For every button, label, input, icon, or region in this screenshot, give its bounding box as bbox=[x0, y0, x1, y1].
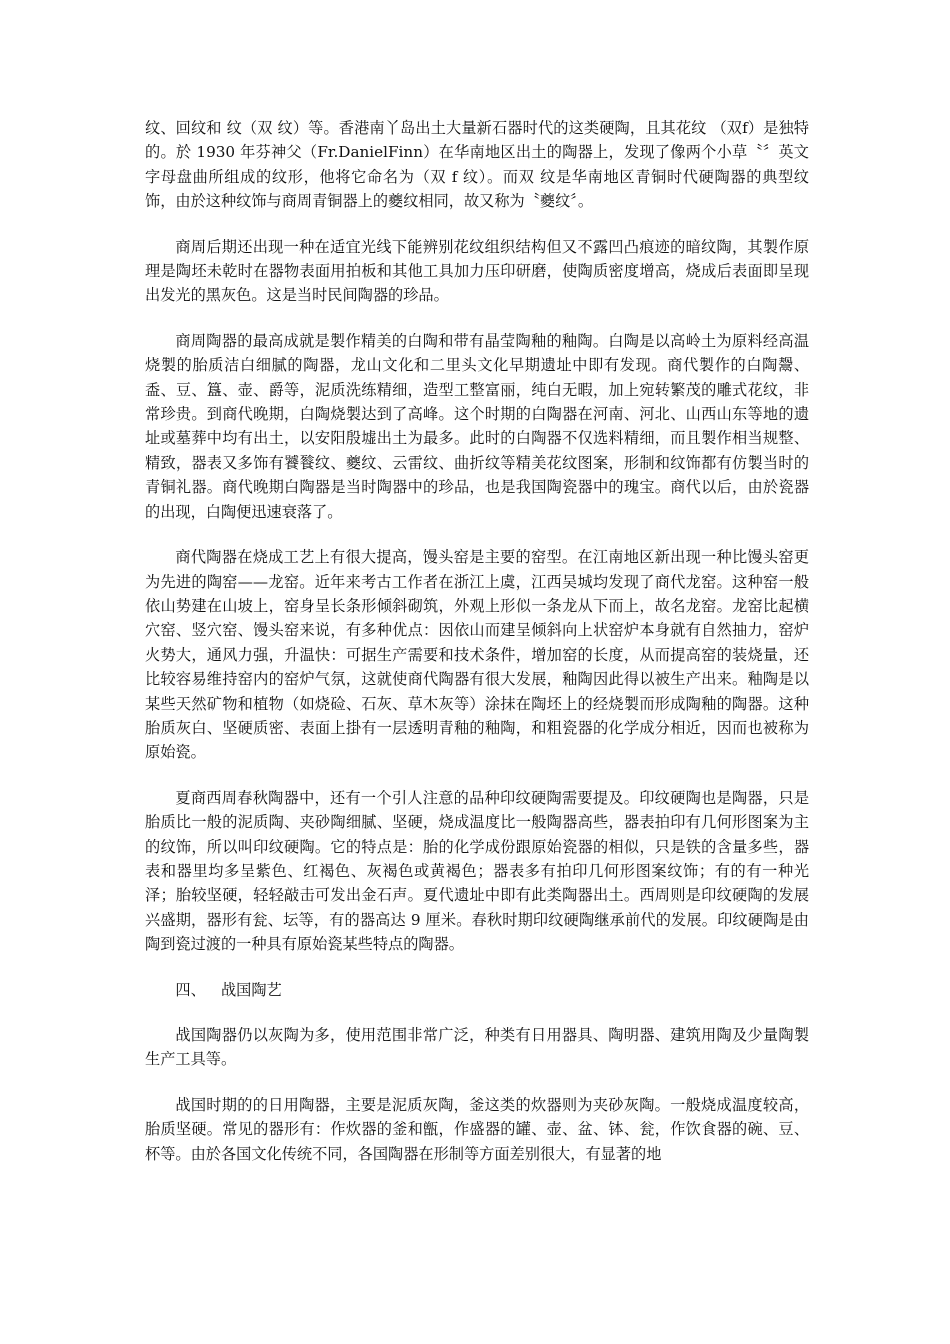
paragraph-warring-states-overview: 战国陶器仍以灰陶为多，使用范围非常广泛，种类有日用器具、陶明器、建筑用陶及少量陶製生产工具等。 bbox=[145, 1026, 809, 1069]
paragraph-kui-pattern: 纹、回纹和 纹（双 纹）等。香港南丫岛出土大量新石器时代的这类硬陶，且其花纹 （双f）是独特的。於 1930 年芬神父（Fr.DanielFinn）在华南地区出土的陶器上，发现了像两个小草〝〞英文字母盘曲所组成的纹形，他将它命名为（双 f 纹）。而双 纹是华南地区青铜时代硬陶器的典型纹饰，由於这种纹饰与商周青铜器上的夔纹相同，故又称为〝夔纹〞。 bbox=[145, 119, 809, 211]
paragraph-white-pottery: 商周陶器的最高成就是製作精美的白陶和带有晶莹陶釉的釉陶。白陶是以高岭土为原料经高温烧製的胎质洁白细腻的陶器，龙山文化和二里头文化早期遗址中即有发现。商代製作的白陶鬶、盉、豆、簋、壶、爵等，泥质洗练精细，造型工整富丽，纯白无暇，加上宛转繁茂的雕式花纹，非常珍贵。到商代晚期，白陶烧製达到了高峰。这个时期的白陶器在河南、河北、山西山东等地的遗址或墓葬中均有出土，以安阳殷墟出土为最多。此时的白陶器不仅选料精细，而且製作相当规整、精致，器表又多饰有饕餮纹、夔纹、云雷纹、曲折纹等精美花纹图案，形制和纹饰都有仿製当时的青铜礼器。商代晚期白陶器是当时陶器中的珍品，也是我国陶瓷器中的瑰宝。商代以后，由於瓷器的出现，白陶便迅速衰落了。 bbox=[145, 331, 809, 521]
paragraph-dragon-kiln: 商代陶器在烧成工艺上有很大提高，馒头窑是主要的窑型。在江南地区新出现一种比馒头窑更为先进的陶窑——龙窑。近年来考古工作者在浙江上虞，江西吴城均发现了商代龙窑。这种窑一般依山势建在山坡上，窑身呈长条形倾斜砌筑，外观上形似一条龙从下而上，故名龙窑。龙窑比起横穴窑、竖穴窑、馒头窑来说，有多种优点：因依山而建呈倾斜向上状窑炉本身就有自然抽力，窑炉火势大，通风力强，升温快：可据生产需要和技术条件，增加窑的长度，从而提高窑的装烧量，还比较容易维持窑内的窑炉气氛，这就使商代陶器有很大发展，釉陶因此得以被生产出来。釉陶是以某些天然矿物和植物（如烧硷、石灰、草木灰等）涂抹在陶坯上的经烧製而形成陶釉的陶器。这种胎质灰白、坚硬质密、表面上掛有一层透明青釉的釉陶，和粗瓷器的化学成分相近，因而也被称为原始瓷。 bbox=[145, 548, 809, 762]
paragraph-daily-use-pottery: 战国时期的的日用陶器，主要是泥质灰陶，釜这类的炊器则为夹砂灰陶。一般烧成温度较高，胎质坚硬。常见的器形有：作炊器的釜和甑，作盛器的罐、壶、盆、钵、瓮，作饮食器的碗、豆、杯等。由於各国文化传统不同，各国陶器在形制等方面差别很大，有显著的地 bbox=[145, 1095, 809, 1163]
section-title: 战国陶艺 bbox=[220, 980, 282, 999]
document-body bbox=[145, 116, 809, 1166]
paragraph-stamped-hard-pottery: 夏商西周春秋陶器中，还有一个引人注意的品种印纹硬陶需要提及。印纹硬陶也是陶器，只是胎质比一般的泥质陶、夹砂陶细腻、坚硬，烧成温度比一般陶器高些，器表拍印有几何形图案为主的纹饰，所以叫印纹硬陶。它的特点是：胎的化学成份跟原始瓷器的相似，只是铁的含量多些，器表和器里均多呈紫色、红褐色、灰褐色或黄褐色；器表多有拍印几何形图案纹饰；有的有一种光泽；胎较坚硬，轻轻敲击可发出金石声。夏代遗址中即有此类陶器出土。西周则是印纹硬陶的发展兴盛期，器形有瓮、坛等，有的器高达 9 厘米。春秋时期印纹硬陶继承前代的发展。印纹硬陶是由陶到瓷过渡的一种具有原始瓷某些特点的陶器。 bbox=[145, 788, 809, 954]
paragraph-dark-pattern-pottery: 商周后期还出现一种在适宜光线下能辨别花纹组织结构但又不露凹凸痕迹的暗纹陶，其製作原理是陶坯未乾时在器物表面用拍板和其他工具加力压印研磨，使陶质密度增高，烧成后表面即呈现出发光的黑灰色。这是当时民间陶器的珍品。 bbox=[145, 237, 809, 305]
section-heading bbox=[145, 978, 809, 1002]
section-number: 四、 bbox=[175, 980, 206, 999]
